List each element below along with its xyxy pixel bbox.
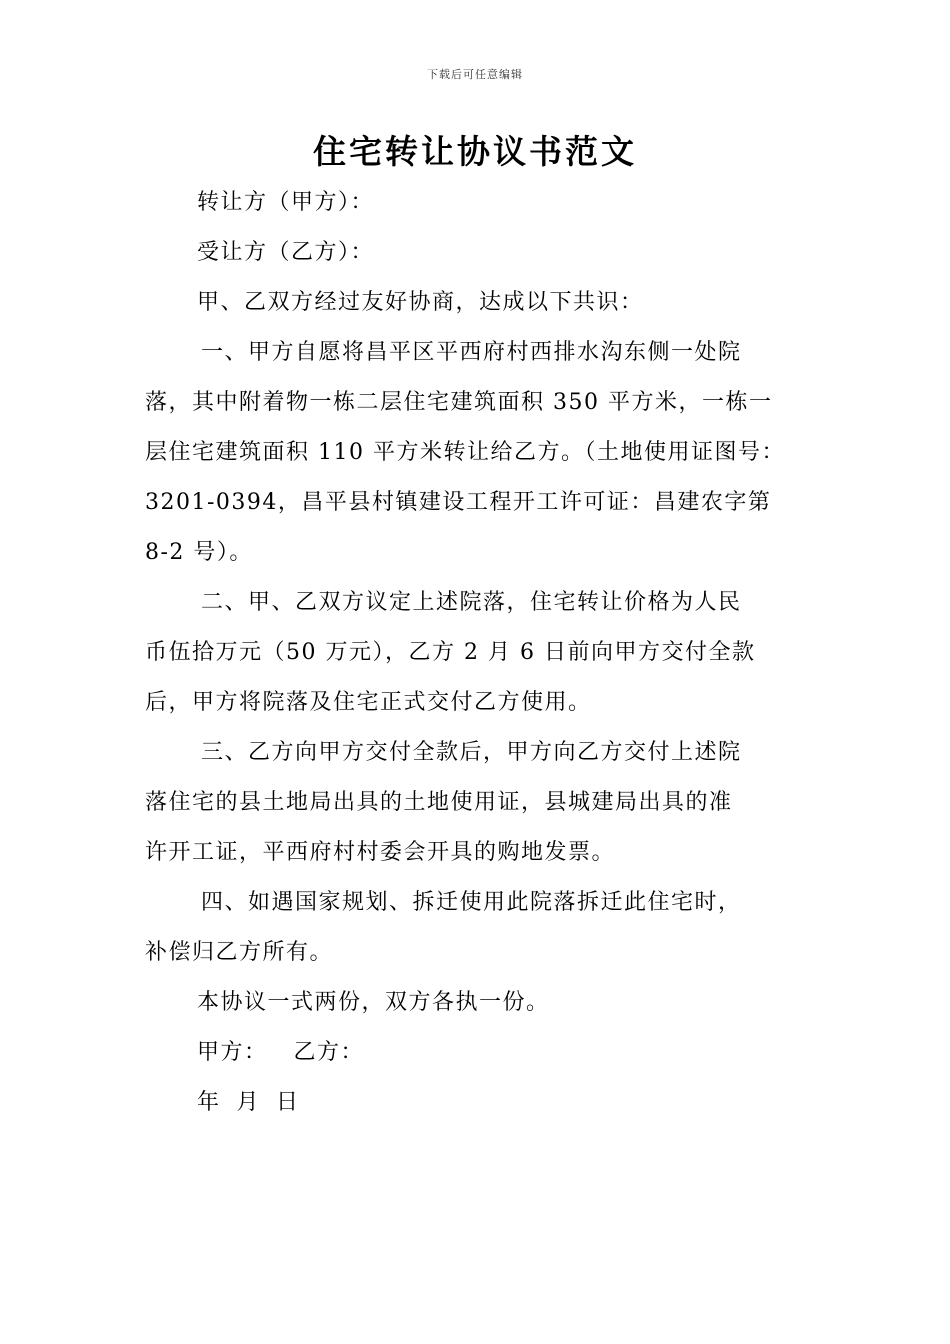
date-year-label: 年: [197, 1090, 221, 1115]
clause-3-line-1: 三、乙方向甲方交付全款后，甲方向乙方交付上述院: [201, 740, 742, 765]
clause-1-line-5: 8-2 号）。: [145, 540, 253, 565]
transferor-line: 转让方（甲方）：: [197, 190, 375, 215]
intro-paragraph: 甲、乙双方经过友好协商，达成以下共识：: [197, 290, 644, 315]
clause-2-line-3: 后，甲方将院落及住宅正式交付乙方使用。: [145, 690, 592, 715]
header-note: 下载后可任意编辑: [427, 68, 523, 81]
clause-3-line-2: 落住宅的县土地局出具的土地使用证，县城建局出具的准: [145, 790, 733, 815]
document-title: 住宅转让协议书范文: [313, 132, 637, 171]
clause-1-line-2: 落，其中附着物一栋二层住宅建筑面积 350 平方米，一栋一: [145, 390, 773, 415]
date-month-label: 月: [236, 1090, 261, 1115]
signature-line: [145, 1028, 820, 1078]
clause-4-line-2: 补偿归乙方所有。: [145, 940, 334, 965]
clause-2-line-2: 币伍拾万元（50 万元），乙方 2 月 6 日前向甲方交付全款: [145, 640, 756, 665]
clause-2-line-1: 二、甲、乙双方议定上述院落，住宅转让价格为人民: [201, 590, 742, 615]
date-line: [145, 1078, 820, 1128]
party-b-signature-label: 乙方：: [293, 1040, 365, 1065]
date-day-label: 日: [276, 1090, 300, 1115]
clause-4-line-1: 四、如遇国家规划、拆迁使用此院落拆迁此住宅时，: [201, 890, 742, 915]
copies-paragraph: 本协议一式两份，双方各执一份。: [197, 990, 550, 1015]
transferee-line: 受让方（乙方）：: [197, 240, 375, 265]
clause-1-line-1: 一、甲方自愿将昌平区平西府村西排水沟东侧一处院: [201, 340, 742, 365]
document-body: [145, 178, 820, 1128]
clause-1-line-3: 层住宅建筑面积 110 平方米转让给乙方。（土地使用证图号：: [145, 440, 785, 465]
clause-1-line-4: 3201-0394，昌平县村镇建设工程开工许可证：昌建农字第: [145, 490, 772, 515]
party-a-signature-label: 甲方：: [197, 1040, 268, 1065]
clause-3-line-3: 许开工证，平西府村村委会开具的购地发票。: [145, 840, 616, 865]
